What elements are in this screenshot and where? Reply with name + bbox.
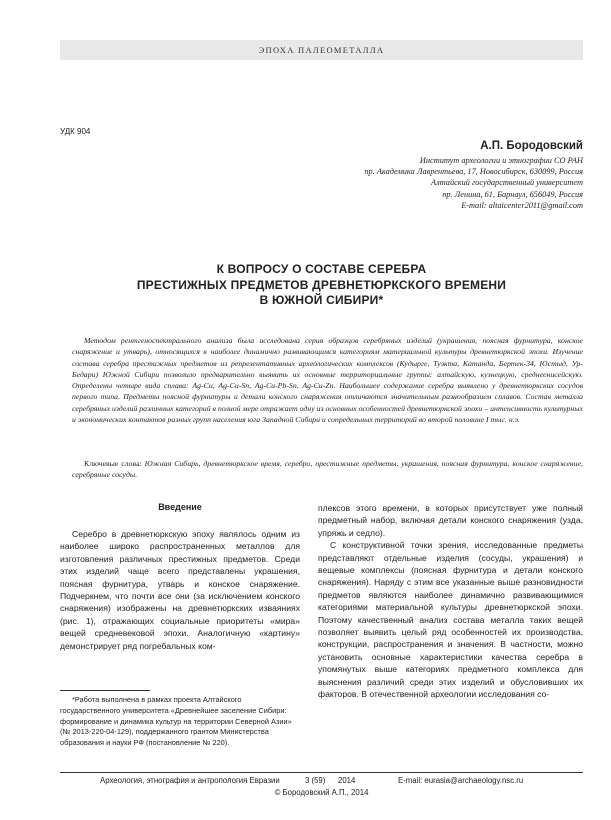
- copyright: © Бородовский А.П., 2014: [274, 788, 369, 797]
- affiliation-line: пр. Академика Лаврентьева, 17, Новосибирск, 630099, Россия: [364, 167, 583, 177]
- intro-paragraph: Серебро в древнетюркскую эпоху являлось одним из наиболее широко распространенных металлов для изготовления различных престижных предметов. Среди этих изделий чаще всего представлены украшения, поясная фурнитура, утварь и конское снаряжение. Подчеркнем, что почти все они (за исключением конского снаряжения) изображены на древнетюркских изваяниях (рис. 1), отражающих социальные приоритеты «мира» вещей средневековой эпохи. Аналогичную «картину» демонстрирует ряд погребальных ком-: [60, 529, 300, 651]
- footnote-divider: [60, 690, 150, 691]
- journal-year: 2014: [338, 776, 356, 785]
- footnote: *Работа выполнена в рамках проекта Алтайского государственного университета «Древнейшее заселение Сибири: формирование и динамика культур на территории Северной Азии» (№ 2013-220-04-129), поддержанного грантом Министерства образования и науки РФ (постановление № 220).: [60, 695, 292, 748]
- body-paragraph: плексов этого времени, в которых присутствует уже полный предметный набор, включая детали конского снаряжения (узда, упряжь и седло).: [318, 503, 583, 538]
- keywords-text: Южная Сибирь, древнетюркское время, серебро, престижные предметы, украшения, поясная фурнитура, конское снаряжение, серебряные сосуды.: [72, 459, 583, 480]
- affiliation-line: Институт археологии и этнографии СО РАН: [419, 156, 583, 165]
- author-name: А.П. Бородовский: [480, 140, 583, 152]
- udk-code: УДК 904: [60, 127, 91, 136]
- author-email: E-mail: altaicenter2011@gmail.com: [461, 200, 583, 210]
- abstract-text: Методом рентгеноспектрального анализа была исследована серия образцов серебряных изделий (украшения, поясная фурнитура, конское снаряжение и утварь), относящихся к наиболее динамично развивающимся категориям материальной культуры древнетюркской эпохи. Изучение состава серебра престижных предметов из репрезентативных археологических комплексов (Кудырге, Туэкта, Катанда, Бертек-34, Юстыд, Ур-Бедари) Южной Сибири позволило предварительно выявить их основные территориальные группы: алтайскую, кузнецкую, среднеенисейскую. Определены четыре вида сплава: Ag-Cu, Ag-Cu-Sn, Ag-Cu-Pb-Sn, Ag-Cu-Zn. Наибольшее содержание серебра выявлено у древнетюркских сосудов первого типа. Предметы поясной фурнитуры и детали конского снаряжения отличаются значительным разнообразием сплавов. Состав металла серебряных изделий различных категорий в полной мере отражает одну из основных особенностей древнетюркской эпохи – интенсивность культурных и экономических контактов разных групп населения юга Западной Сибири и сопредельных территорий во второй половине I тыс. н.э.: [72, 336, 583, 425]
- article-title: [60, 262, 583, 309]
- abstract: [72, 335, 583, 425]
- journal-name: Археология, этнография и антропология Евразии: [100, 776, 280, 785]
- affiliation-line: Алтайский государственный университет: [431, 178, 583, 188]
- title-line: К ВОПРОСУ О СОСТАВЕ СЕРЕБРА: [216, 262, 427, 276]
- title-line: В ЮЖНОЙ СИБИРИ*: [259, 293, 384, 307]
- right-column: [318, 502, 583, 701]
- footer-divider: [60, 772, 583, 773]
- keywords-label: Ключевые слова:: [84, 459, 142, 468]
- journal-email: E-mail: eurasia@archaeology.nsc.ru: [398, 776, 524, 785]
- running-header: ЭПОХА ПАЛЕОМЕТАЛЛА: [60, 40, 583, 60]
- left-column: [60, 528, 300, 652]
- body-paragraph: С конструктивной точки зрения, исследованные предметы представляют отдельные изделия (сосуды, украшения) и вещевые комплексы (поясная фурнитура и детали конского снаряжения). Наряду с этим все указанные выше разновидности предметов являются наиболее динамично развивающимися категориями материальной культуры древнетюркской эпохи. Поэтому качественный анализ состава металла таких вещей позволяет выявить целый ряд особенностей их производства, конструкции, распространения и значения. В частности, можно установить основные характеристики качества серебра в упомянутых выше категориях предметного комплекса для выяснения различий среди этих изделий и обусловивших их факторов. В отечественной археологии исследования со-: [318, 540, 583, 700]
- section-heading-introduction: Введение: [158, 502, 202, 512]
- keywords: [72, 458, 583, 481]
- journal-issue: 3 (59): [305, 776, 326, 785]
- affiliation-line: пр. Ленина, 61, Барнаул, 656049, Россия: [442, 189, 583, 199]
- title-line: ПРЕСТИЖНЫХ ПРЕДМЕТОВ ДРЕВНЕТЮРКСКОГО ВРЕМЕНИ: [136, 277, 507, 292]
- affiliation-block: [364, 155, 583, 211]
